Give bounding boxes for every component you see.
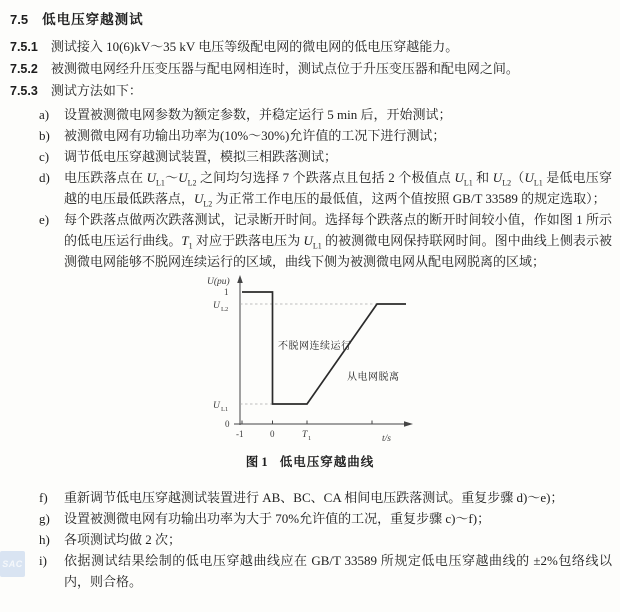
x-tick-zero: 0 — [270, 429, 275, 439]
x-axis-unit-label: t/s — [382, 434, 391, 444]
step-text: 调节低电压穿越测试装置，模拟三相跌落测试； — [64, 149, 338, 164]
sac-watermark — [0, 551, 25, 577]
step-letter: b) — [39, 128, 50, 143]
step-text: 依据测试结果绘制的低电压穿越曲线应在 GB/T 33589 所规定低电压穿越曲线的 ±2%包络线以内，则合格。 — [64, 553, 612, 589]
figure-caption-title: 低电压穿越曲线 — [279, 455, 375, 469]
step-list-a-e — [0, 104, 620, 272]
y-axis-arrow-icon — [237, 275, 243, 283]
step-text: 各项测试均做 2 次； — [64, 532, 182, 547]
step-a — [0, 104, 620, 125]
y-tick-1: 1 — [224, 287, 229, 297]
y-axis-label: U(pu) — [207, 277, 230, 287]
step-letter: h) — [39, 532, 50, 547]
step-letter: e) — [39, 212, 50, 227]
step-letter: f) — [39, 490, 48, 505]
clause-number: 7.5.2 — [10, 62, 38, 76]
figure-caption — [0, 454, 620, 471]
section-heading — [10, 9, 620, 30]
step-g — [0, 508, 620, 529]
x-tick-t1-subscript: 1 — [308, 435, 312, 442]
clause-number: 7.5.3 — [10, 84, 38, 98]
lvrt-curve-chart — [200, 274, 424, 444]
step-d — [0, 167, 620, 209]
figure-caption-number: 图 1 — [245, 455, 268, 469]
region-label-disconnect: 从电网脱离 — [347, 372, 400, 383]
step-f — [0, 487, 620, 508]
step-e — [0, 209, 620, 272]
step-text: 设置被测微电网有功输出功率为大于 70%允许值的工况，重复步骤 c)～f)； — [64, 511, 491, 526]
step-b — [0, 125, 620, 146]
clause-7-5-2 — [10, 58, 620, 80]
clause-text: 测试方法如下： — [50, 83, 142, 98]
step-letter: g) — [39, 511, 50, 526]
step-text: 重新调节低电压穿越测试装置进行 AB、BC、CA 相间电压跌落测试。重复步骤 d)～e)； — [64, 490, 564, 505]
step-letter: a) — [39, 107, 50, 122]
step-i — [0, 550, 620, 592]
step-text: 被测微电网有功输出功率为(10%～30%)允许值的工况下进行测试； — [64, 128, 446, 143]
y-ref-ul1-symbol: U — [213, 401, 220, 411]
x-tick-t1-symbol: T — [302, 430, 308, 440]
section-title: 低电压穿越测试 — [42, 12, 144, 27]
step-letter: d) — [39, 170, 50, 185]
section-number: 7.5 — [10, 12, 29, 27]
step-letter: c) — [39, 149, 50, 164]
clause-number: 7.5.1 — [10, 40, 38, 54]
clause-text: 测试接入 10(6)kV～35 kV 电压等级配电网的微电网的低电压穿越能力。 — [50, 39, 459, 54]
clause-7-5-1 — [10, 36, 620, 58]
step-c — [0, 146, 620, 167]
step-text: 设置被测微电网参数为额定参数，并稳定运行 5 min 后，开始测试； — [64, 107, 452, 122]
step-text: 电压跌落点在 $U_{L1}\sim U_{L2}$ 之间均匀选择 7 个跌落点且包括 2 个极值点 $U_{L1}$ 和 $U_{L2}(U_{L1}$ 是低电压穿越的电压最低跌落点，$U_{L2}$ 为正常工作电压的最低值，这两个值按照 GB/T 33589 的规定选取）； — [64, 170, 612, 209]
y-ref-ul2-subscript: L2 — [221, 306, 229, 313]
region-label-stay-connected: 不脱网连续运行 — [278, 341, 352, 352]
origin-label: 0 — [225, 419, 230, 429]
sac-watermark-text: SAC — [2, 559, 23, 569]
clause-text: 被测微电网经升压变压器与配电网相连时，测试点位于升压变压器和配电网之间。 — [50, 61, 519, 76]
step-list-f-i — [0, 487, 620, 592]
step-h — [0, 529, 620, 550]
clause-7-5-3 — [10, 80, 620, 102]
y-ref-ul1-subscript: L1 — [221, 406, 229, 413]
y-ref-ul2-symbol: U — [213, 301, 220, 311]
lvrt-curve-figure — [200, 274, 424, 444]
x-tick-minus1: -1 — [236, 429, 244, 439]
step-letter: i) — [39, 553, 47, 568]
x-axis-arrow-icon — [404, 421, 413, 427]
step-text: 每个跌落点做两次跌落测试，记录断开时间。选择每个跌落点的断开时间较小值，作如图 1 所示的低电压运行曲线。$T_1$ 对应于跌落电压为 $U_{L1}$ 的被测微电网保持联网时间。图中曲线上侧表示被测微电网能够不脱网连续运行的区域，曲线下侧为被测微电网从配电网脱离的区域； — [64, 212, 612, 269]
